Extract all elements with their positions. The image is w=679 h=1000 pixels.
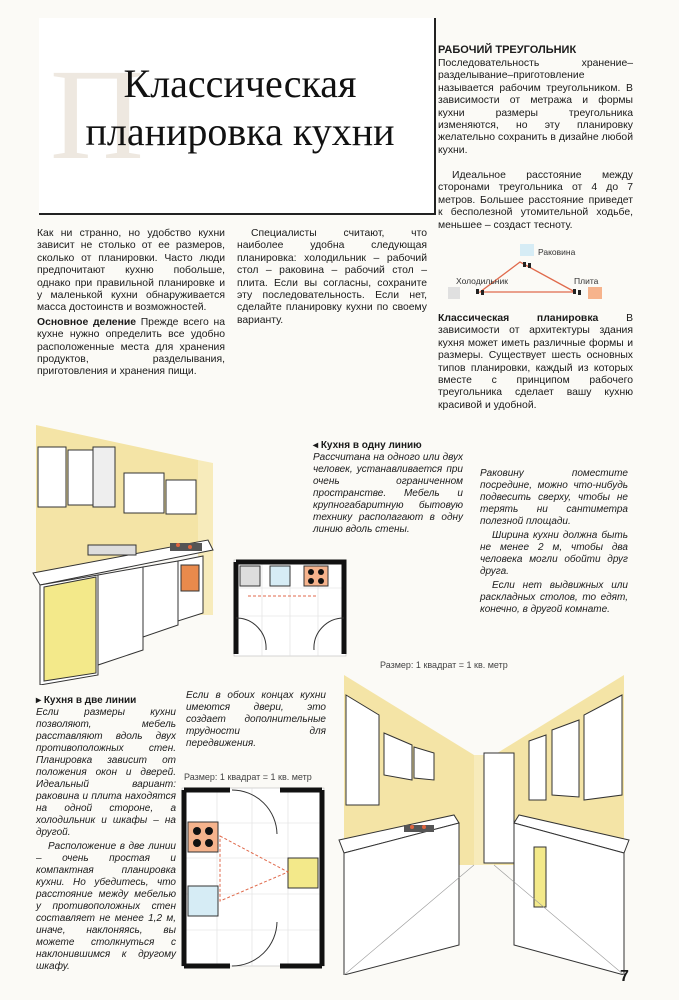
- door: [484, 753, 514, 863]
- title-line-1: Классическая: [123, 61, 357, 106]
- one-line-heading-row: [313, 440, 463, 452]
- one-line-scale: Размер: 1 квадрат = 1 кв. метр: [380, 660, 508, 670]
- one-line-heading: Кухня в одну линию: [320, 440, 422, 451]
- one-line-note-2: Ширина кухни должна быть не менее 2 м, чтобы два человека могли обойти друг друга.: [480, 530, 628, 577]
- fridge-marker: [448, 287, 460, 299]
- left-arrow-icon: ◂: [313, 440, 319, 451]
- basic-division-heading: Основное деление: [37, 316, 137, 328]
- label-fridge: Холодильник: [456, 276, 508, 286]
- two-lines-text-1: Если размеры кухни позволяют, мебель расставляют вдоль двух противоположных стен. Планировка зависит от положения окон и дверей. Идеальный вариант: раковина и плита находятся на одной стороне, а холодильник и шкафы – на другой.: [36, 707, 176, 838]
- right-arrow-icon: ▸: [36, 695, 42, 706]
- two-lines-text-2: Расположение в две линии – очень простая и компактная планировка кухни. Но убедитесь, что расстояние между мебелью у противоположных стен составляет не менее 1,2 м, иначе, наклоняясь, вы можете столкнуться с наклонившимся к другому шкафу.: [36, 841, 176, 972]
- page-title: [60, 60, 420, 156]
- working-triangle-text-1: Последовательность хранение–разделывание–приготовление называется рабочим треугольником. В зависимости от метража и формы кухни размеры треугольника изменяются, но эту планировку желательно сохранить в дизайне любой кухни.: [438, 58, 633, 156]
- classic-layout-text: В зависимости от архитектуры здания кухня может иметь различные формы и размеры. Существует шесть основных типов планировки, каждый из которых вместе с принципом рабочего треугольника сделает вашу кухню красивой и удобной.: [438, 313, 633, 411]
- sink-marker: [520, 244, 534, 256]
- classic-layout-paragraph: [438, 313, 633, 412]
- intro-column-2: Специалисты считают, что наиболее удобна следующая планировка: холодильник – рабочий стол – раковина – рабочий стол – плита. Если вы согласны, сохраните эту последовательность. Если нет, сделайте планировку кухни по своему варианту.: [237, 228, 427, 326]
- working-triangle-heading: РАБОЧИЙ ТРЕУГОЛЬНИК: [438, 44, 577, 56]
- two-lines-kitchen-illustration: [334, 675, 634, 975]
- one-line-text: Рассчитана на одного или двух человек, устанавливается при очень ограниченном пространстве. Мебель и крупногабаритную бытовую технику располагают в одну линию вдоль стены.: [313, 452, 463, 535]
- one-line-floor-plan: [232, 558, 348, 658]
- work-triangle-diagram: [440, 240, 640, 310]
- one-line-note-1: Раковину поместите посредине, можно что-нибудь подвесить сверху, чтобы не терять ни сантиметра полезной площади.: [480, 468, 628, 527]
- label-stove: Плита: [574, 276, 599, 286]
- title-line-2: планировка кухни: [85, 109, 395, 154]
- intro-column-1: [37, 228, 225, 379]
- intro-paragraph-1: Как ни странно, но удобство кухни зависит не столько от ее размеров, сколько от планировки. Часто люди предпочитают кухню побольше, однако при правильной планировке и у маленькой кухни обнаруживается масса достоинств и возможностей.: [37, 228, 225, 314]
- one-line-description: [313, 440, 463, 536]
- one-line-kitchen-illustration: [28, 425, 218, 685]
- two-lines-heading: Кухня в две линии: [43, 695, 137, 706]
- basic-division-text: Прежде всего на кухне нужно определить все удобно расположенные места для хранения продуктов, разделывания, приготовления и хранения пищи.: [37, 316, 225, 378]
- label-sink: Раковина: [538, 247, 576, 257]
- stove-marker: [588, 287, 602, 299]
- working-triangle-text-2: Идеальное расстояние между сторонами треугольника от 4 до 7 метров. Большее расстояние приведет к бесполезной утомительной ходьбе, меньшее – создаст тесноту.: [438, 170, 633, 231]
- one-line-note-3: Если нет выдвижных или раскладных столов, то едят, конечно, в другой комнате.: [480, 580, 628, 615]
- intro-paragraph-2: [37, 317, 225, 379]
- title-decoration: П: [50, 43, 144, 187]
- page-number: 7: [620, 968, 629, 985]
- two-lines-text-3: Если в обоих концах кухни имеются двери, это создает дополнительные трудности для передвижения.: [186, 690, 326, 749]
- two-lines-heading-row: [36, 695, 176, 707]
- two-lines-scale: Размер: 1 квадрат = 1 кв. метр: [184, 772, 312, 782]
- classic-layout-heading: Классическая планировка: [438, 313, 599, 324]
- two-lines-floor-plan: [180, 786, 326, 970]
- one-line-side-notes: [480, 468, 628, 616]
- two-lines-description: [36, 695, 176, 973]
